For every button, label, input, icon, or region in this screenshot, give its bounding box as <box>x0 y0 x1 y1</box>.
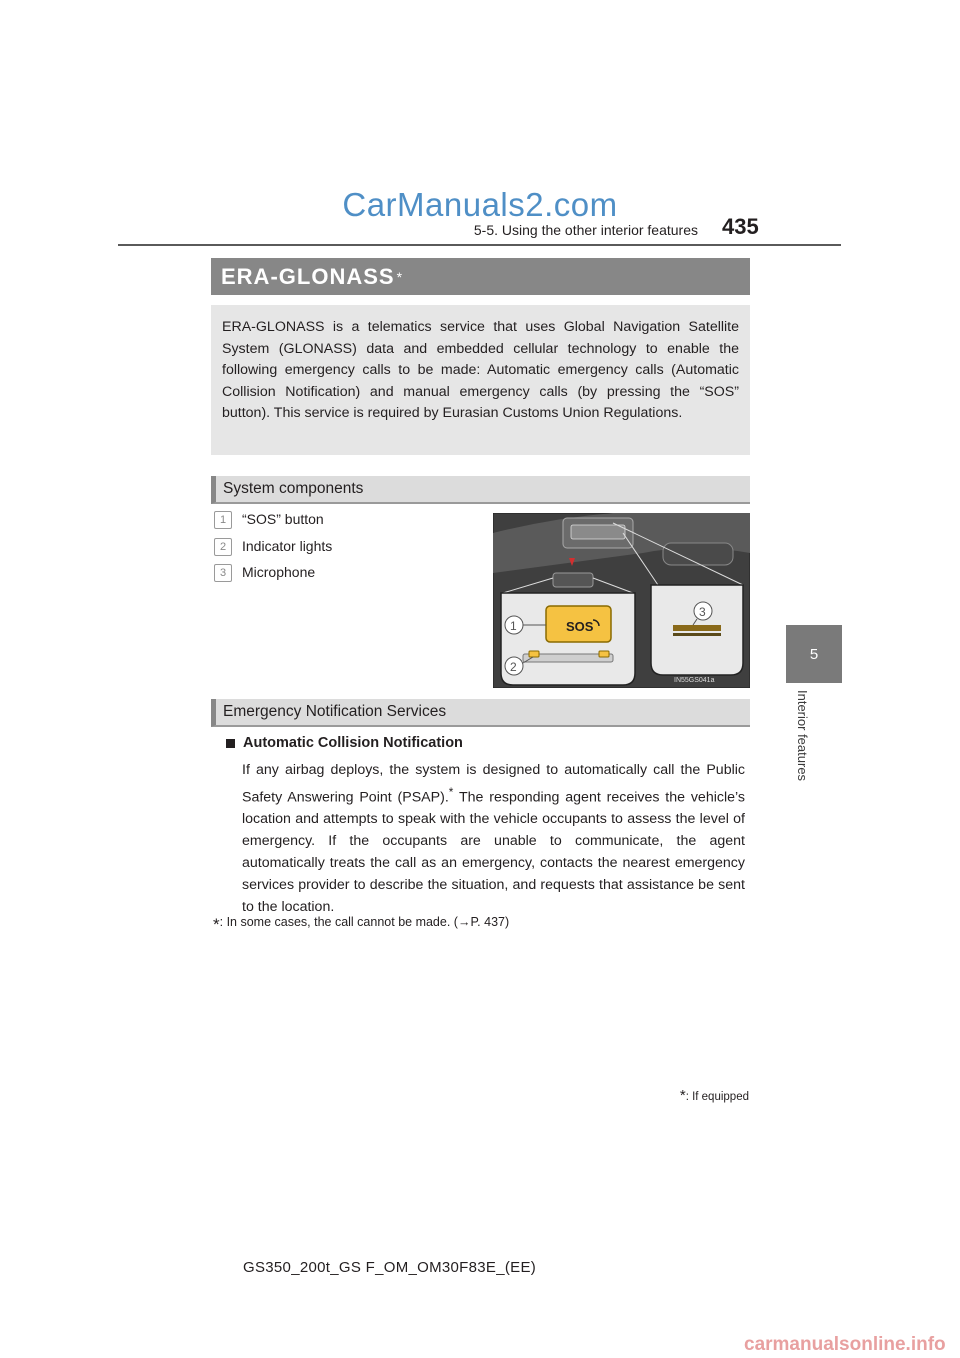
page-title-text: ERA-GLONASS <box>221 263 395 289</box>
footnote <box>213 915 509 935</box>
figure-code: IN55GS041a <box>674 677 715 684</box>
header-section-title: 5-5. Using the other interior features <box>473 222 698 238</box>
title-marker: * <box>396 268 404 285</box>
legend-sos-button: “SOS” button <box>242 511 324 527</box>
legend-number-1: 1 <box>214 511 232 529</box>
equipped-note <box>680 1087 749 1104</box>
acn-body-pre: If any airbag deploys, the system is designed to automatically call the Public Safety Answering Point (PSAP). <box>242 762 745 806</box>
footnote-marker: * <box>213 915 220 934</box>
intro-box <box>211 305 750 455</box>
footnote-ref: P. 437) <box>470 915 510 929</box>
services-heading <box>211 699 750 727</box>
acn-body-marker: * <box>448 784 454 799</box>
arrow-right-icon: → <box>457 915 471 929</box>
services-heading-text: Emergency Notification Services <box>223 703 447 720</box>
components-heading-text: System components <box>223 480 364 497</box>
footnote-text: : In some cases, the call cannot be made. ( <box>219 915 458 929</box>
acn-body <box>242 760 745 918</box>
header-rule <box>118 244 841 246</box>
chapter-number: 5 <box>809 645 819 663</box>
sos-label: SOS <box>566 619 594 634</box>
legend-number-2: 2 <box>214 538 232 556</box>
legend-indicator-lights: Indicator lights <box>242 538 333 554</box>
components-heading <box>211 476 750 504</box>
acn-heading-text: Automatic Collision Notification <box>243 735 463 751</box>
square-bullet-icon <box>226 739 235 748</box>
equipped-marker: * <box>679 1087 686 1104</box>
equipped-text: : If equipped <box>685 1091 749 1103</box>
intro-text: ERA-GLONASS is a telematics service that uses Global Navigation Satellite System (GLONASS) data and embedded cellular technology to enable the following emergency calls to be made: Automatic emergency calls (Automatic Collision Notification) and manual emergency calls (by pressing the “SOS” button). This service is required by Eurasian Customs Union Regulations. <box>222 319 739 422</box>
watermark-top: CarManuals2.com <box>342 186 618 223</box>
legend-number-3: 3 <box>214 564 232 582</box>
watermark-bottom: carmanualsonline.info <box>744 1334 946 1355</box>
callout-3: 3 <box>699 605 706 619</box>
legend-microphone: Microphone <box>242 564 316 580</box>
callout-2: 2 <box>510 660 517 674</box>
page-title <box>211 258 750 295</box>
callout-1: 1 <box>510 619 517 633</box>
components-figure <box>493 513 750 688</box>
acn-heading <box>226 735 463 751</box>
acn-body-post: The responding agent receives the vehicle’s location and attempts to speak with the vehicle occupants to assess the level of emergency. If the occupants are unable to communicate, the agent automatically treats the call as an emergency, contacts the nearest emergency services provider to describe the situation, and requests that assistance be sent to the location. <box>242 789 745 915</box>
page-number: 435 <box>722 214 759 239</box>
document-code: GS350_200t_GS F_OM_OM30F83E_(EE) <box>243 1259 537 1276</box>
overhead-console-illustration <box>493 513 750 688</box>
chapter-label: Interior features <box>795 690 810 782</box>
chapter-tab <box>786 625 842 683</box>
